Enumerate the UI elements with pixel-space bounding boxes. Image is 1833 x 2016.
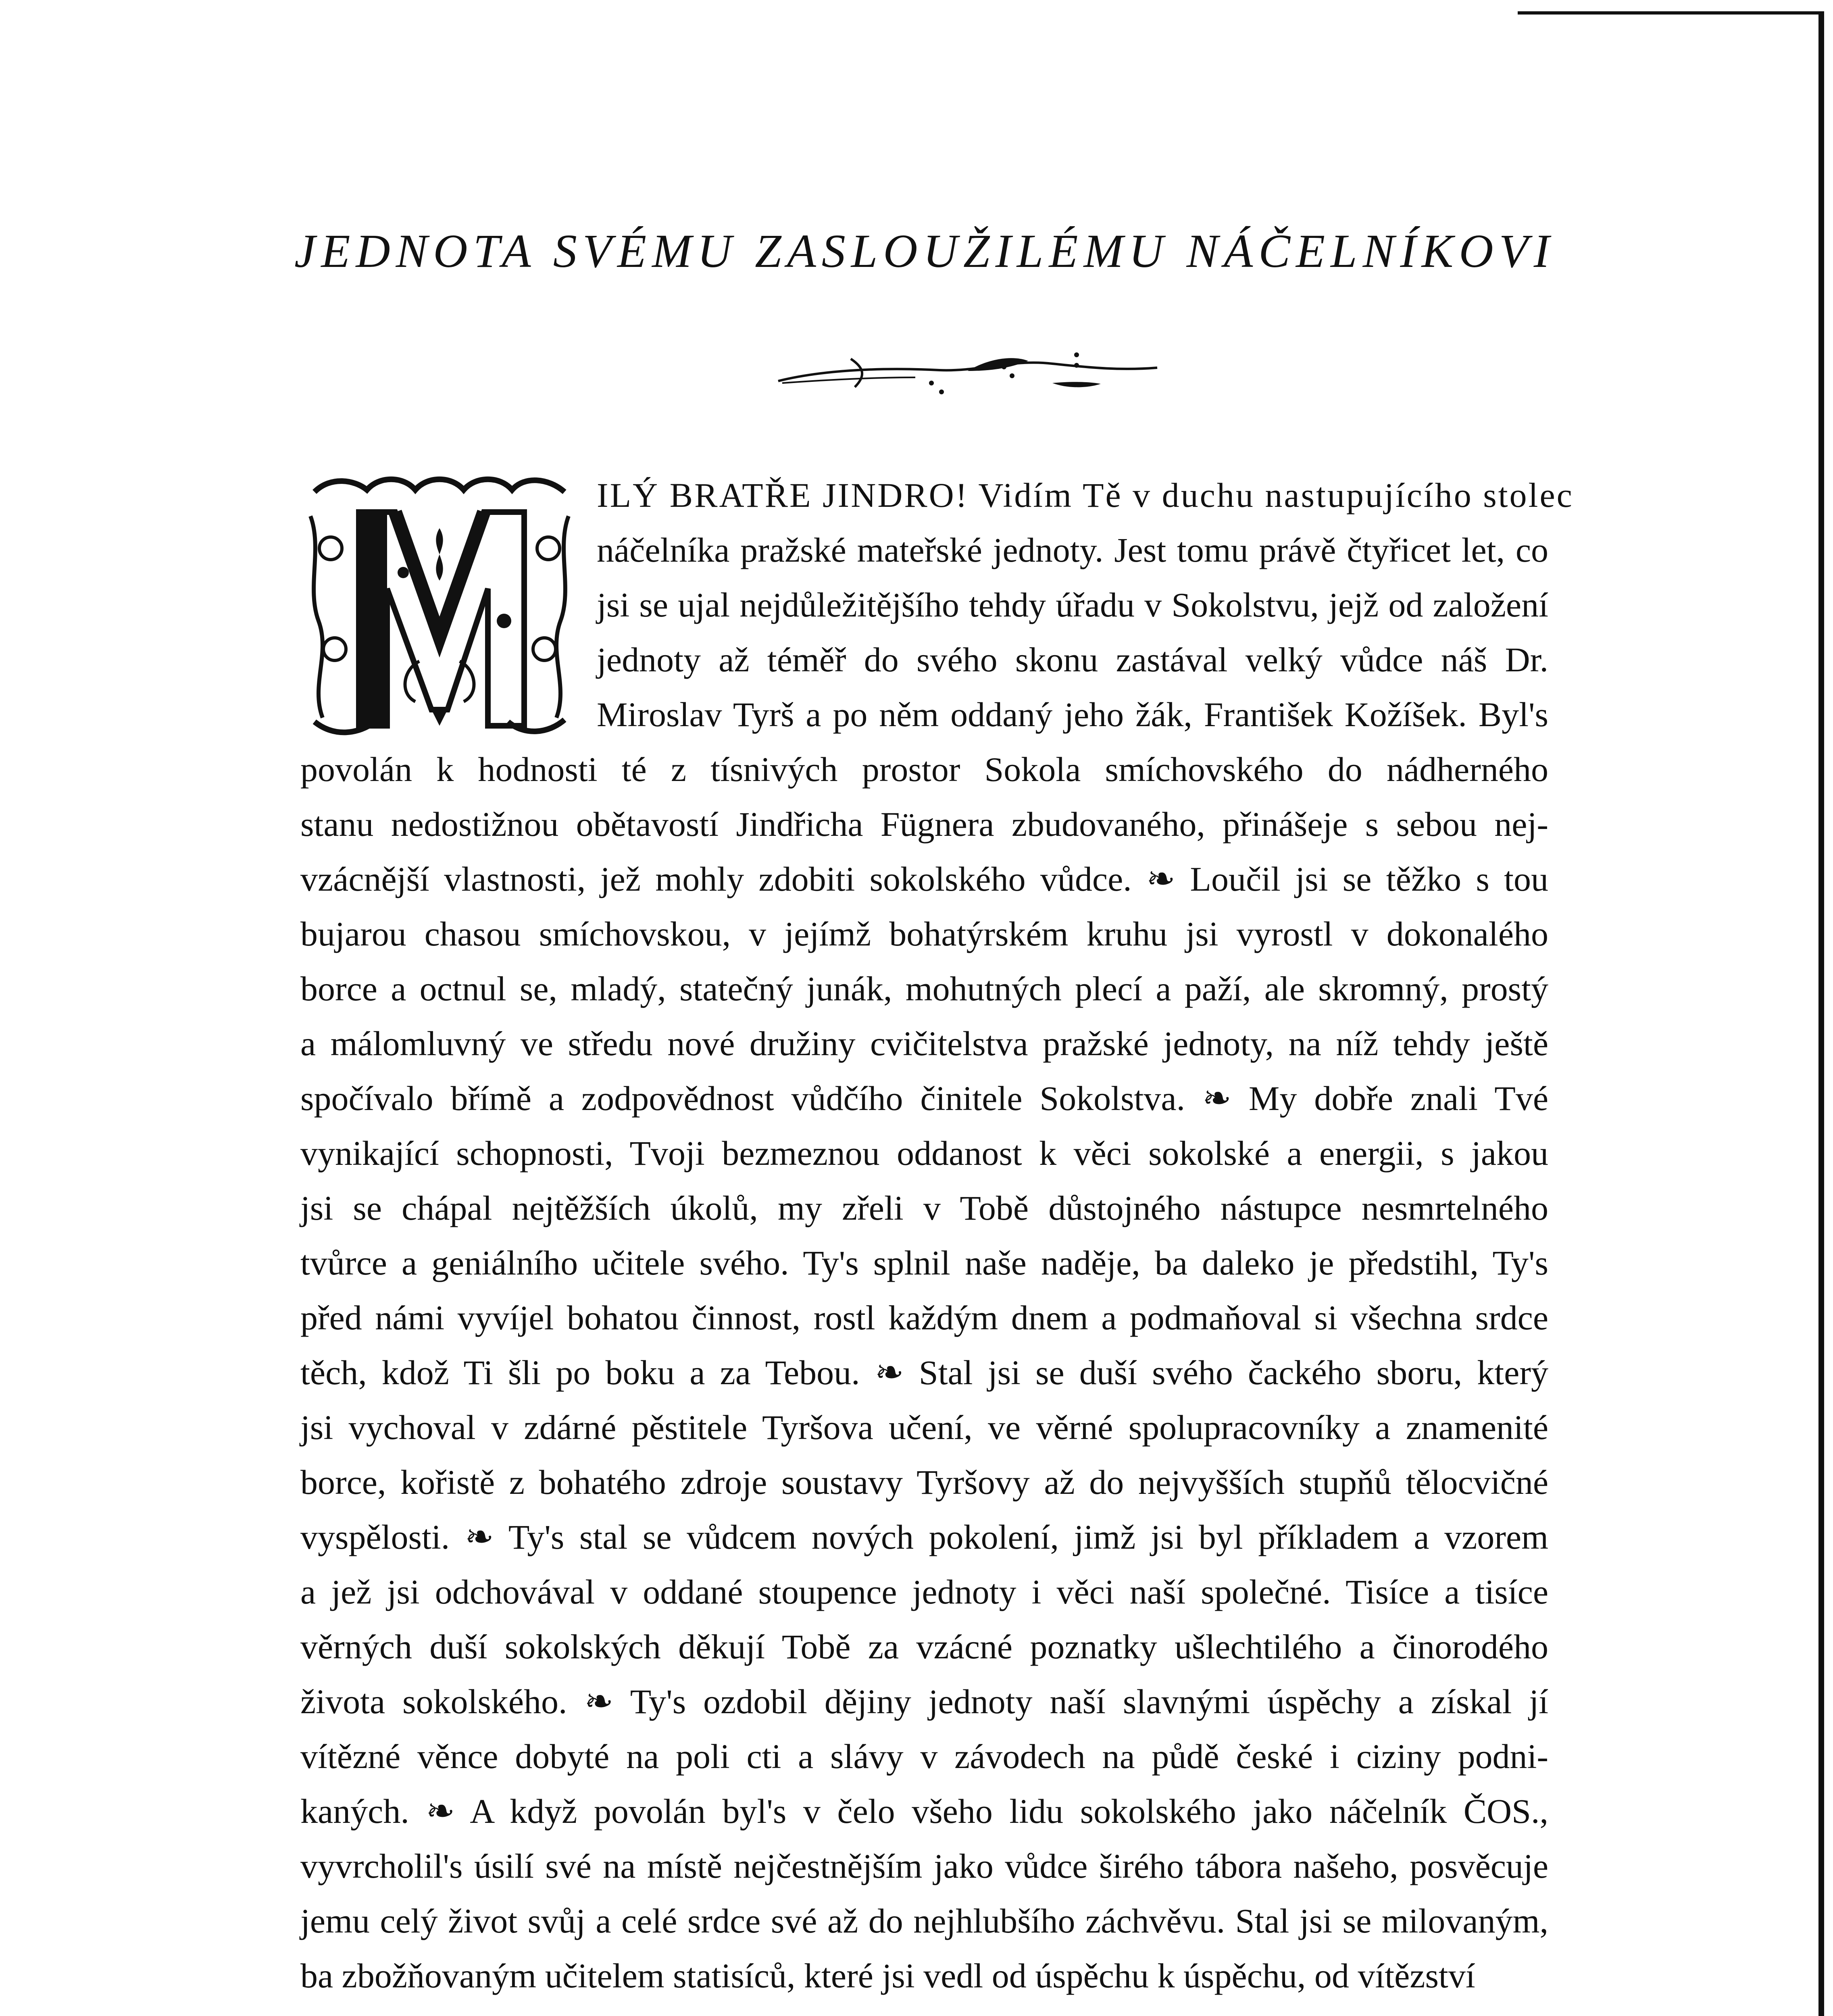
text-line: a málomluvný ve středu nové družiny cvičitelstva pražské jednoty, na níž tehdy ještě — [300, 1024, 1548, 1063]
text-line: věrných duší sokolských děkují Tobě za vzácné poznatky ušlechtilého a činorodého — [300, 1627, 1548, 1666]
dropcap-adjacent-text — [597, 468, 1574, 742]
text-line: borce a octnul se, mladý, statečný junák, mohutných plecí a paží, ale skromný, prostý — [300, 969, 1548, 1008]
text-line: spočívalo břímě a zodpovědnost vůdčího činitele Sokolstva. ❧ My dobře znali Tvé — [300, 1079, 1548, 1118]
text-line: tvůrce a geniálního učitele svého. Ty's splnil naše naděje, ba daleko je předstihl, Ty's — [300, 1243, 1548, 1282]
text-line: Miroslav Tyrš a po něm oddaný jeho žák, František Kožíšek. Byl's — [597, 695, 1548, 734]
text-line: kaných. ❧ A když povolán byl's v čelo všeho lidu sokolského jako náčelník ČOS., — [300, 1792, 1548, 1831]
text-line: jsi se ujal nejdůležitějšího tehdy úřadu v Sokolstvu, jejž od založení — [597, 585, 1548, 624]
text-line: jsi se chápal nejtěžších úkolů, my zřeli v Tobě důstojného nástupce nesmrtelného — [300, 1189, 1548, 1227]
page-edge-top — [1518, 11, 1824, 15]
text-line: těch, kdož Ti šli po boku a za Tebou. ❧ Stal jsi se duší svého čackého sboru, který — [300, 1353, 1548, 1392]
text-line: ba zbožňovaným učitelem statisíců, které jsi vedl od úspěchu k úspěchu, od vítězství — [300, 1956, 1475, 1995]
text-line: vzácnější vlastnosti, jež mohly zdobiti sokolského vůdce. ❧ Loučil jsi se těžko s tou — [300, 860, 1548, 898]
body-text — [300, 742, 1548, 2003]
text-line: bujarou chasou smíchovskou, v jejímž bohatýrském kruhu jsi vyrostl v dokonalého — [300, 914, 1548, 953]
text-line: vítězné věnce dobyté na poli cti a slávy v závodech na půdě české i ciziny podni- — [300, 1737, 1548, 1776]
text-line: povolán k hodnosti té z tísnivých prostor Sokola smíchovského do nádherného — [300, 750, 1548, 789]
text-line: ILÝ BRATŘE JINDRO! Vidím Tě v duchu nastupujícího stolec — [597, 476, 1574, 514]
text-line: jemu celý život svůj a celé srdce své až do nejhlubšího záchvěvu. Stal jsi se milovaným, — [300, 1901, 1548, 1940]
text-line: vynikající schopnosti, Tvoji bezmeznou oddanost k věci sokolské a energii, s jakou — [300, 1134, 1548, 1173]
page-edge-right — [1818, 11, 1824, 2016]
text-line: vyvrcholil's úsilí své na místě nejčestnějším jako vůdce širého tábora našeho, posvěcuje — [300, 1847, 1548, 1885]
text-line: jsi vychoval v zdárné pěstitele Tyršova učení, ve věrné spolupracovníky a znamenité — [300, 1408, 1548, 1447]
flourish-ornament-icon — [770, 343, 1165, 395]
text-line: jednoty až téměř do svého skonu zastával velký vůdce náš Dr. — [597, 640, 1548, 679]
text-line: před námi vyvíjel bohatou činnost, rostl každým dnem a podmaňoval si všechna srdce — [300, 1298, 1548, 1337]
text-line: náčelníka pražské mateřské jednoty. Jest tomu právě čtyřicet let, co — [597, 531, 1548, 569]
text-line: stanu nedostižnou obětavostí Jindřicha Fügnera zbudovaného, přinášeje s sebou nej- — [300, 805, 1548, 843]
text-line: a jež jsi odchovával v oddané stoupence jednoty i věci naší společné. Tisíce a tisíce — [300, 1572, 1548, 1611]
dropcap-m-ornament — [298, 468, 581, 746]
page-title: JEDNOTA SVÉMU ZASLOUŽILÉMU NÁČELNÍKOVI — [294, 225, 1555, 277]
text-line: borce, kořistě z bohatého zdroje soustavy Tyršovy až do nejvyšších stupňů tělocvičné — [300, 1463, 1548, 1502]
text-line: života sokolského. ❧ Ty's ozdobil dějiny jednoty naší slavnými úspěchy a získal jí — [300, 1682, 1548, 1721]
text-line: vyspělosti. ❧ Ty's stal se vůdcem nových pokolení, jimž jsi byl příkladem a vzorem — [300, 1518, 1548, 1556]
